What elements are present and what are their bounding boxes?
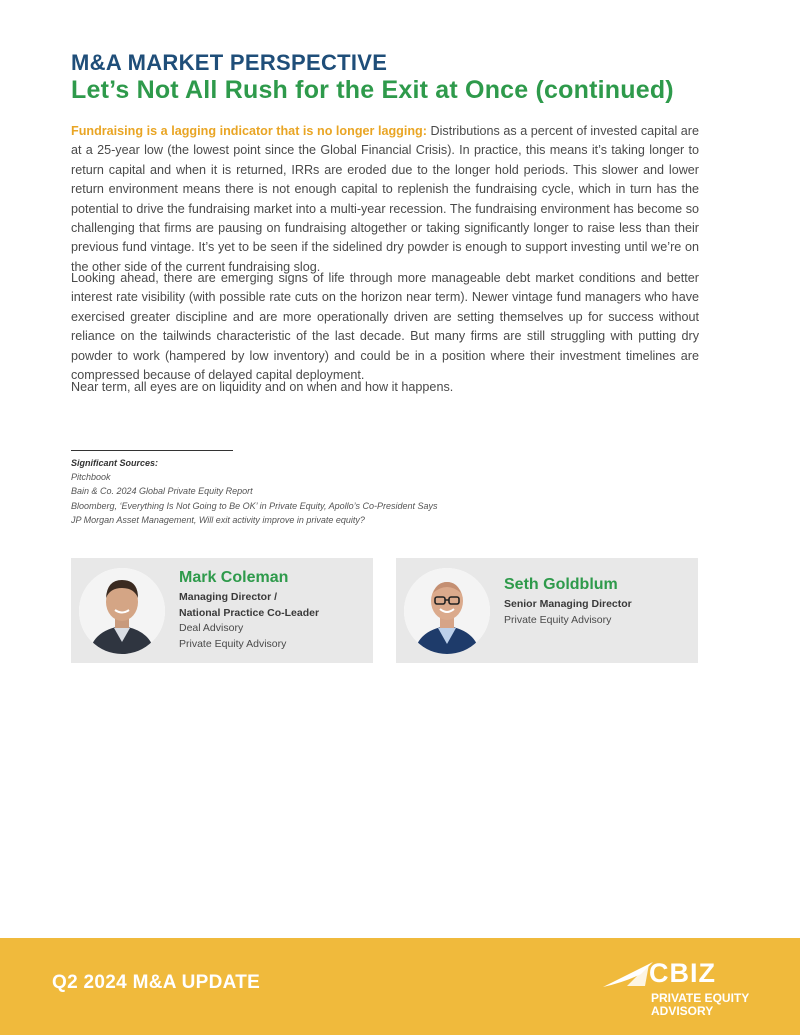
logo-wordmark: CBIZ: [649, 958, 716, 988]
avatar-photo: [79, 568, 165, 654]
section-kicker: M&A MARKET PERSPECTIVE: [71, 50, 388, 75]
contact-title: Managing Director /: [179, 591, 278, 603]
sources-divider: [71, 450, 233, 451]
contact-info: [504, 576, 632, 628]
page-title: Let’s Not All Rush for the Exit at Once (continued): [71, 76, 674, 104]
sources-heading: Significant Sources:: [71, 458, 159, 468]
paragraph-fundraising: [71, 122, 699, 277]
contact-department: Deal Advisory: [179, 622, 244, 634]
contact-title: National Practice Co-Leader: [179, 606, 320, 619]
cbiz-swoosh-icon: [603, 960, 655, 990]
source-item: Pitchbook: [71, 472, 111, 483]
avatar-photo: [404, 568, 490, 654]
contact-department: Private Equity Advisory: [179, 637, 287, 650]
paragraph-outlook: Looking ahead, there are emerging signs of life through more manageable debt market conditions and better interest rate visibility (with possible rate cuts on the horizon near term). Newer vintage fund managers who have exercised greater discipline and are more operationally driven are setting themselves up for success without reliance on the tailwinds characteristic of the last decade. But many firms are still struggling with putting dry powder to work (hampered by low inventory) and could be in a position where their investment timelines are compressed because of delayed capital deployment.: [71, 271, 699, 383]
footer-label: Q2 2024 M&A UPDATE: [52, 972, 261, 993]
logo-tagline: PRIVATE EQUITY: [651, 991, 750, 1005]
source-item: JP Morgan Asset Management, Will exit activity improve in private equity?: [71, 514, 365, 525]
cbiz-logo: [603, 960, 753, 1022]
source-item: Bloomberg, ‘Everything Is Not Going to Be OK’ in Private Equity, Apollo’s Co-President Says: [71, 500, 438, 511]
contact-title: Senior Managing Director: [504, 598, 632, 610]
page-footer: [0, 938, 800, 1035]
paragraph-fundraising-text: Distributions as a percent of invested capital are at a 25-year low (the lowest point since the Global Financial Crisis). In practice, this means it’s taking longer to return capital and when it is returned, IRRs are eroded due to the longer hold periods. This slower and lower return environment means there is not enough capital to replenish the fundraising cycle, which in turn has the potential to drive the fundraising market into a multi-year recession. The fundraising environment has become so challenging that firms are pausing on fundraising altogether or taking significantly longer to raise less than their previous fund vintage. It’s yet to be seen if the sidelined dry powder is enough to support investing until we’re on the other side of the current fundraising slog.: [71, 124, 700, 274]
contact-name: Mark Coleman: [179, 569, 289, 586]
paragraph-lead-in: Fundraising is a lagging indicator that is no longer lagging:: [71, 124, 427, 138]
contact-card-mark-coleman: [71, 558, 373, 663]
contact-department: Private Equity Advisory: [504, 613, 612, 626]
contact-name: Seth Goldblum: [504, 576, 618, 593]
paragraph-near-term: Near term, all eyes are on liquidity and on when and how it happens.: [71, 380, 454, 394]
source-item: Bain & Co. 2024 Global Private Equity Report: [71, 486, 253, 497]
sources-block: [71, 456, 438, 527]
contact-card-seth-goldblum: [396, 558, 698, 663]
logo-tagline: ADVISORY: [651, 1004, 714, 1018]
contact-info: [179, 569, 319, 652]
